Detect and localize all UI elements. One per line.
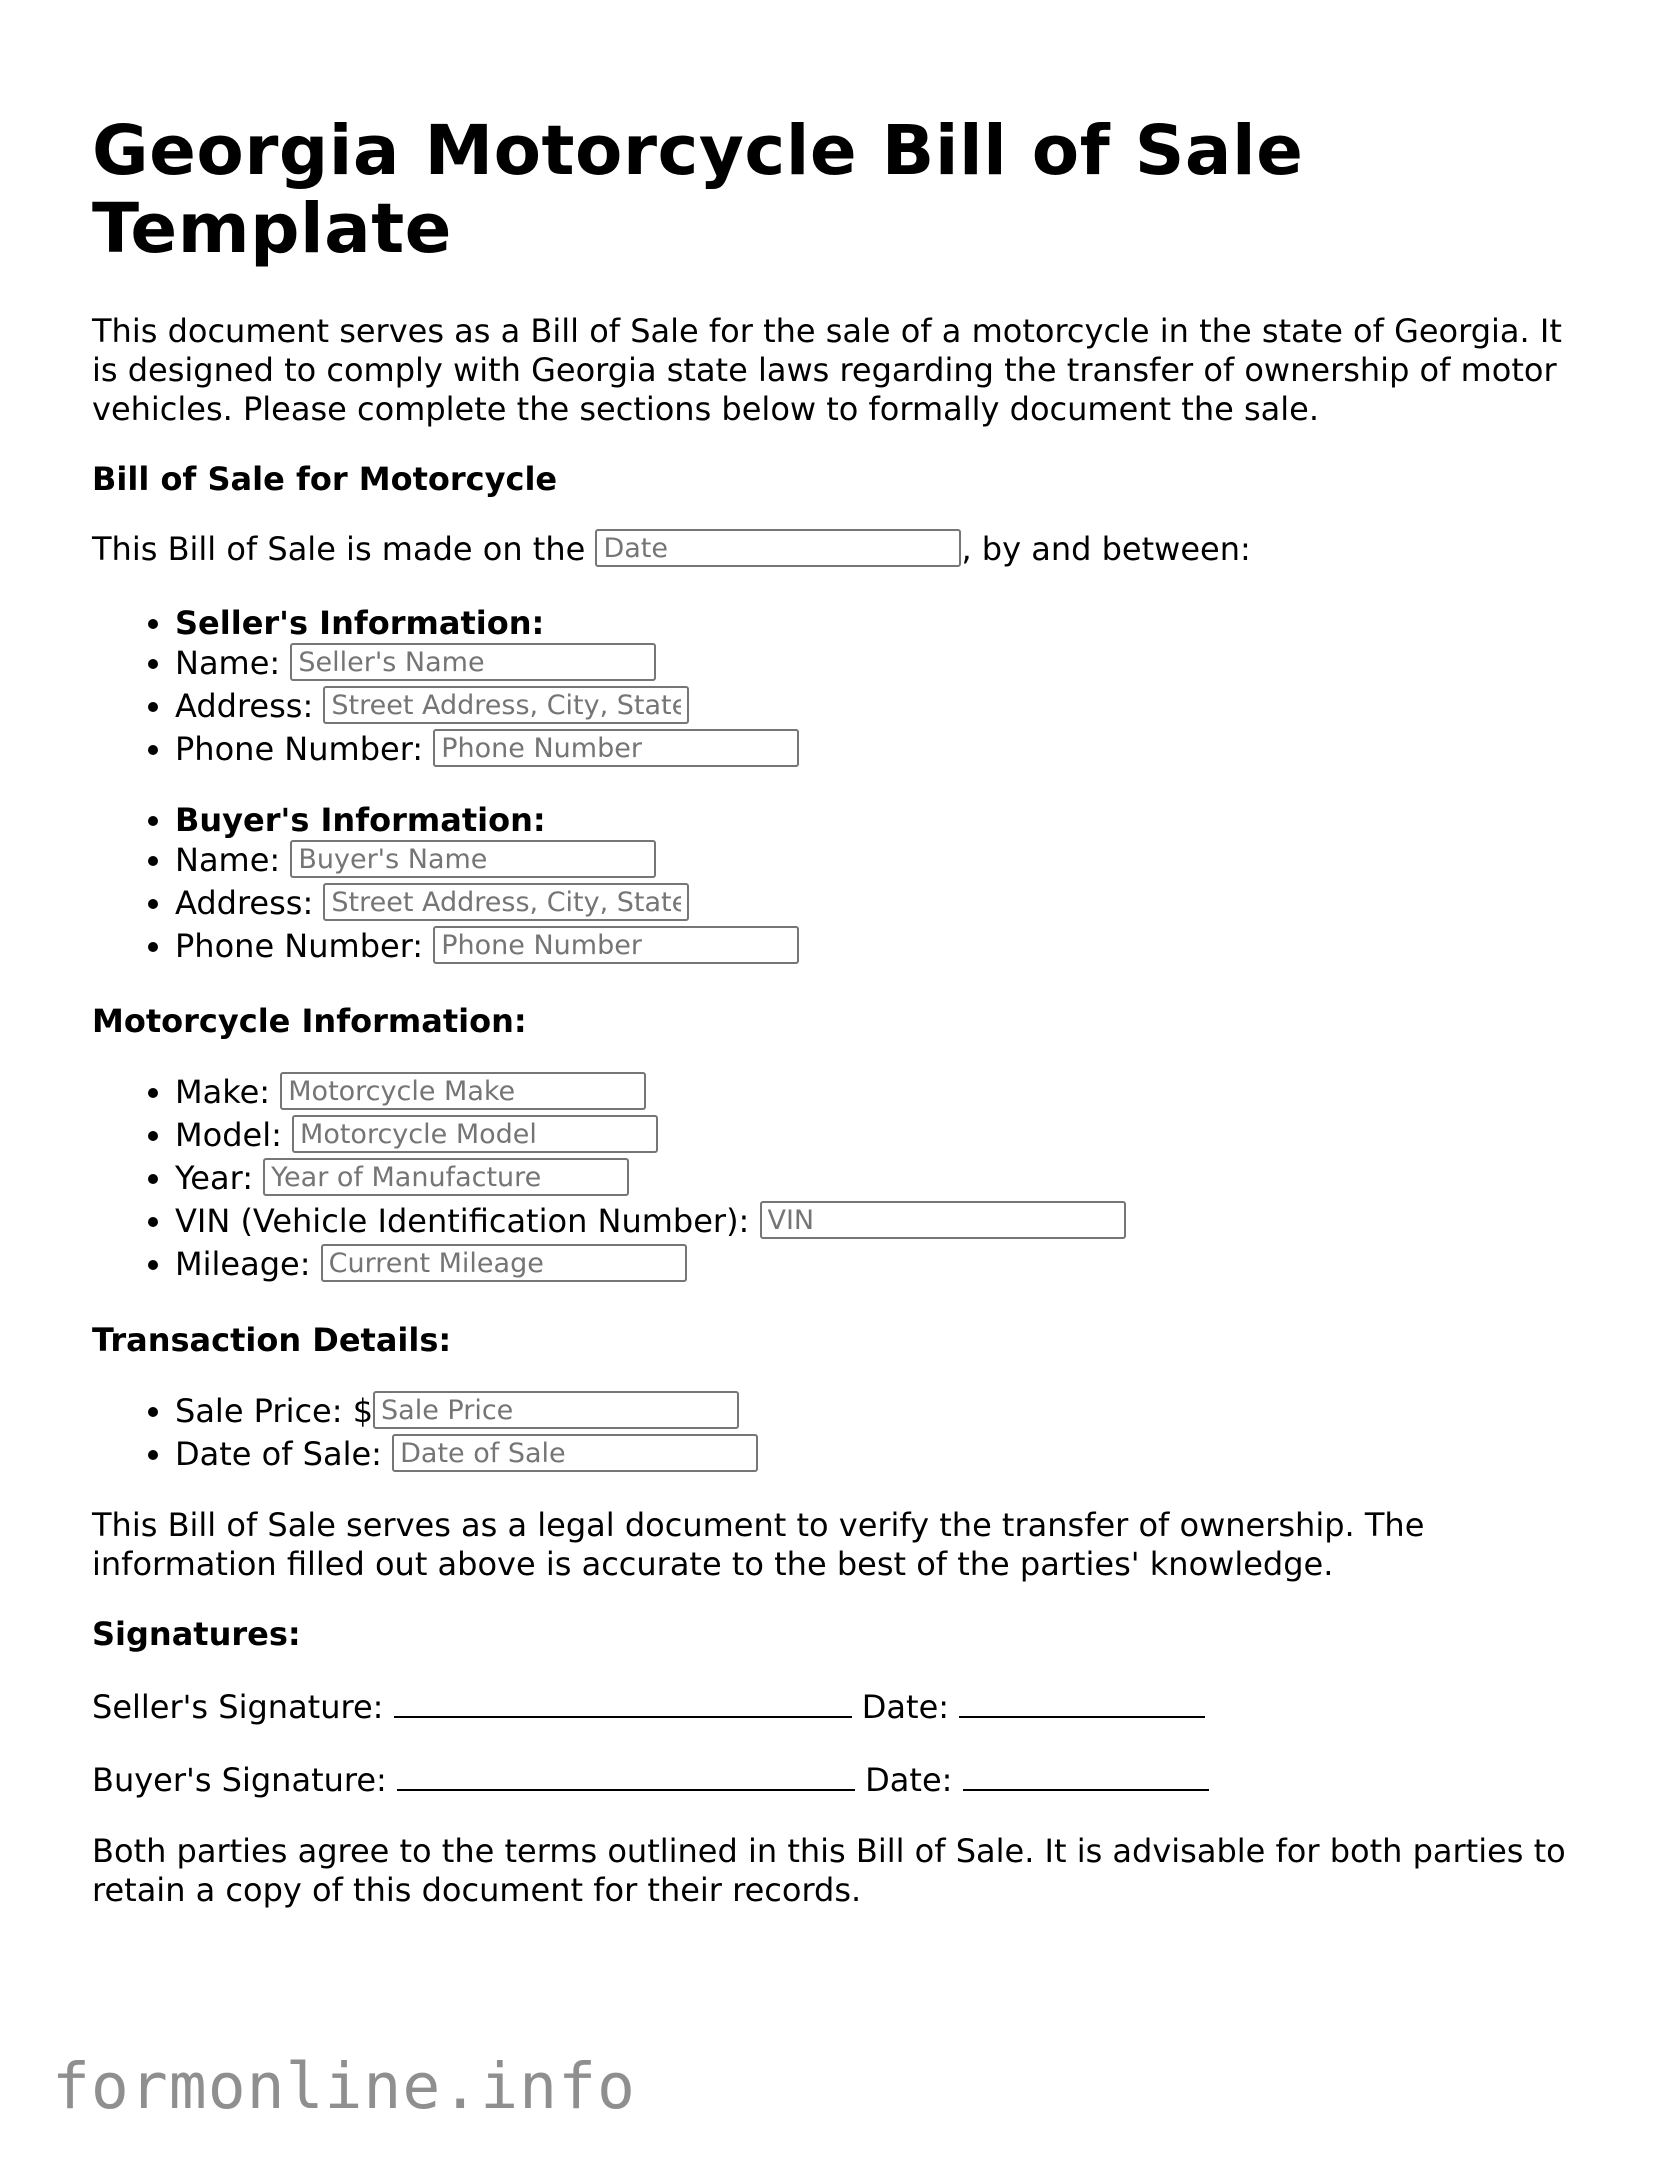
sale-price-label: Sale Price: $	[175, 1392, 374, 1430]
year-item	[175, 1157, 1592, 1200]
buyer-heading: • Buyer's Information:	[175, 801, 1592, 839]
buyer-phone-input[interactable]	[433, 926, 799, 964]
model-label: Model:	[175, 1116, 282, 1154]
buyer-name-item	[175, 839, 1592, 882]
buyer-signature-label: Buyer's Signature:	[92, 1761, 387, 1799]
made-on-prefix: This Bill of Sale is made on the	[92, 530, 586, 568]
seller-signature-date-label: Date:	[861, 1688, 950, 1726]
motorcycle-heading: Motorcycle Information:	[92, 1002, 527, 1040]
buyer-signature-line[interactable]	[397, 1759, 855, 1791]
made-on-line	[92, 530, 1592, 570]
transaction-heading: Transaction Details:	[92, 1321, 452, 1359]
seller-signature-line[interactable]	[394, 1686, 852, 1718]
sale-price-input[interactable]	[373, 1391, 739, 1429]
signatures-heading: Signatures:	[92, 1615, 301, 1653]
sale-price-item	[175, 1390, 1592, 1433]
model-item	[175, 1114, 1592, 1157]
model-input[interactable]	[292, 1115, 658, 1153]
make-item	[175, 1071, 1592, 1114]
buyer-signature-date-label: Date:	[865, 1761, 953, 1799]
page-title: Georgia Motorcycle Bill of Sale Template	[92, 111, 1304, 269]
seller-name-input[interactable]	[290, 643, 656, 681]
seller-address-item	[175, 685, 1592, 728]
sale-date-label: Date of Sale:	[175, 1435, 382, 1473]
mileage-item	[175, 1243, 1592, 1286]
vin-input[interactable]	[760, 1201, 1126, 1239]
buyer-address-label: Address:	[175, 884, 314, 922]
vin-label: VIN (Vehicle Identification Number):	[175, 1202, 750, 1240]
seller-signature-row	[92, 1686, 1592, 1727]
buyer-signature-row	[92, 1759, 1592, 1800]
motorcycle-info-list	[92, 1071, 1592, 1286]
seller-phone-input[interactable]	[433, 729, 799, 767]
buyer-phone-label: Phone Number:	[175, 927, 424, 965]
make-input[interactable]	[280, 1072, 646, 1110]
made-on-suffix: , by and between:	[961, 530, 1251, 568]
seller-address-label: Address:	[175, 687, 314, 725]
seller-phone-item	[175, 728, 1592, 771]
vin-item	[175, 1200, 1592, 1243]
seller-name-item	[175, 642, 1592, 685]
watermark: formonline.info	[52, 2050, 636, 2123]
seller-signature-label: Seller's Signature:	[92, 1688, 384, 1726]
buyer-address-input[interactable]	[323, 883, 689, 921]
seller-name-label: Name:	[175, 644, 281, 682]
buyer-phone-item	[175, 925, 1592, 968]
seller-heading: • Seller's Information:	[175, 604, 1592, 642]
legal-paragraph: This Bill of Sale serves as a legal document to verify the transfer of ownership. The information filled out above is accurate to the best of the parties' knowledge.	[92, 1506, 1425, 1583]
seller-address-input[interactable]	[323, 686, 689, 724]
year-label: Year:	[175, 1159, 253, 1197]
seller-phone-label: Phone Number:	[175, 730, 424, 768]
year-input[interactable]	[263, 1158, 629, 1196]
seller-info-list	[92, 604, 1592, 771]
closing-paragraph: Both parties agree to the terms outlined in this Bill of Sale. It is advisable for both parties to retain a copy of this document for their records.	[92, 1832, 1566, 1909]
transaction-list	[92, 1390, 1592, 1476]
buyer-date-line[interactable]	[963, 1759, 1209, 1791]
sale-date-item	[175, 1433, 1592, 1476]
intro-paragraph: This document serves as a Bill of Sale for the sale of a motorcycle in the state of Georgia. It is designed to comply with Georgia state laws regarding the transfer of ownership of motor vehicles. Please complete the sections below to formally document the sale.	[92, 312, 1562, 428]
section-heading: Bill of Sale for Motorcycle	[92, 460, 558, 498]
date-input[interactable]	[595, 529, 961, 567]
seller-date-line[interactable]	[959, 1686, 1205, 1718]
buyer-name-label: Name:	[175, 841, 281, 879]
buyer-info-list	[92, 801, 1592, 968]
document-page	[92, 112, 1592, 1910]
make-label: Make:	[175, 1073, 271, 1111]
sale-date-input[interactable]	[392, 1434, 758, 1472]
buyer-name-input[interactable]	[290, 840, 656, 878]
mileage-input[interactable]	[321, 1244, 687, 1282]
mileage-label: Mileage:	[175, 1245, 311, 1283]
buyer-address-item	[175, 882, 1592, 925]
